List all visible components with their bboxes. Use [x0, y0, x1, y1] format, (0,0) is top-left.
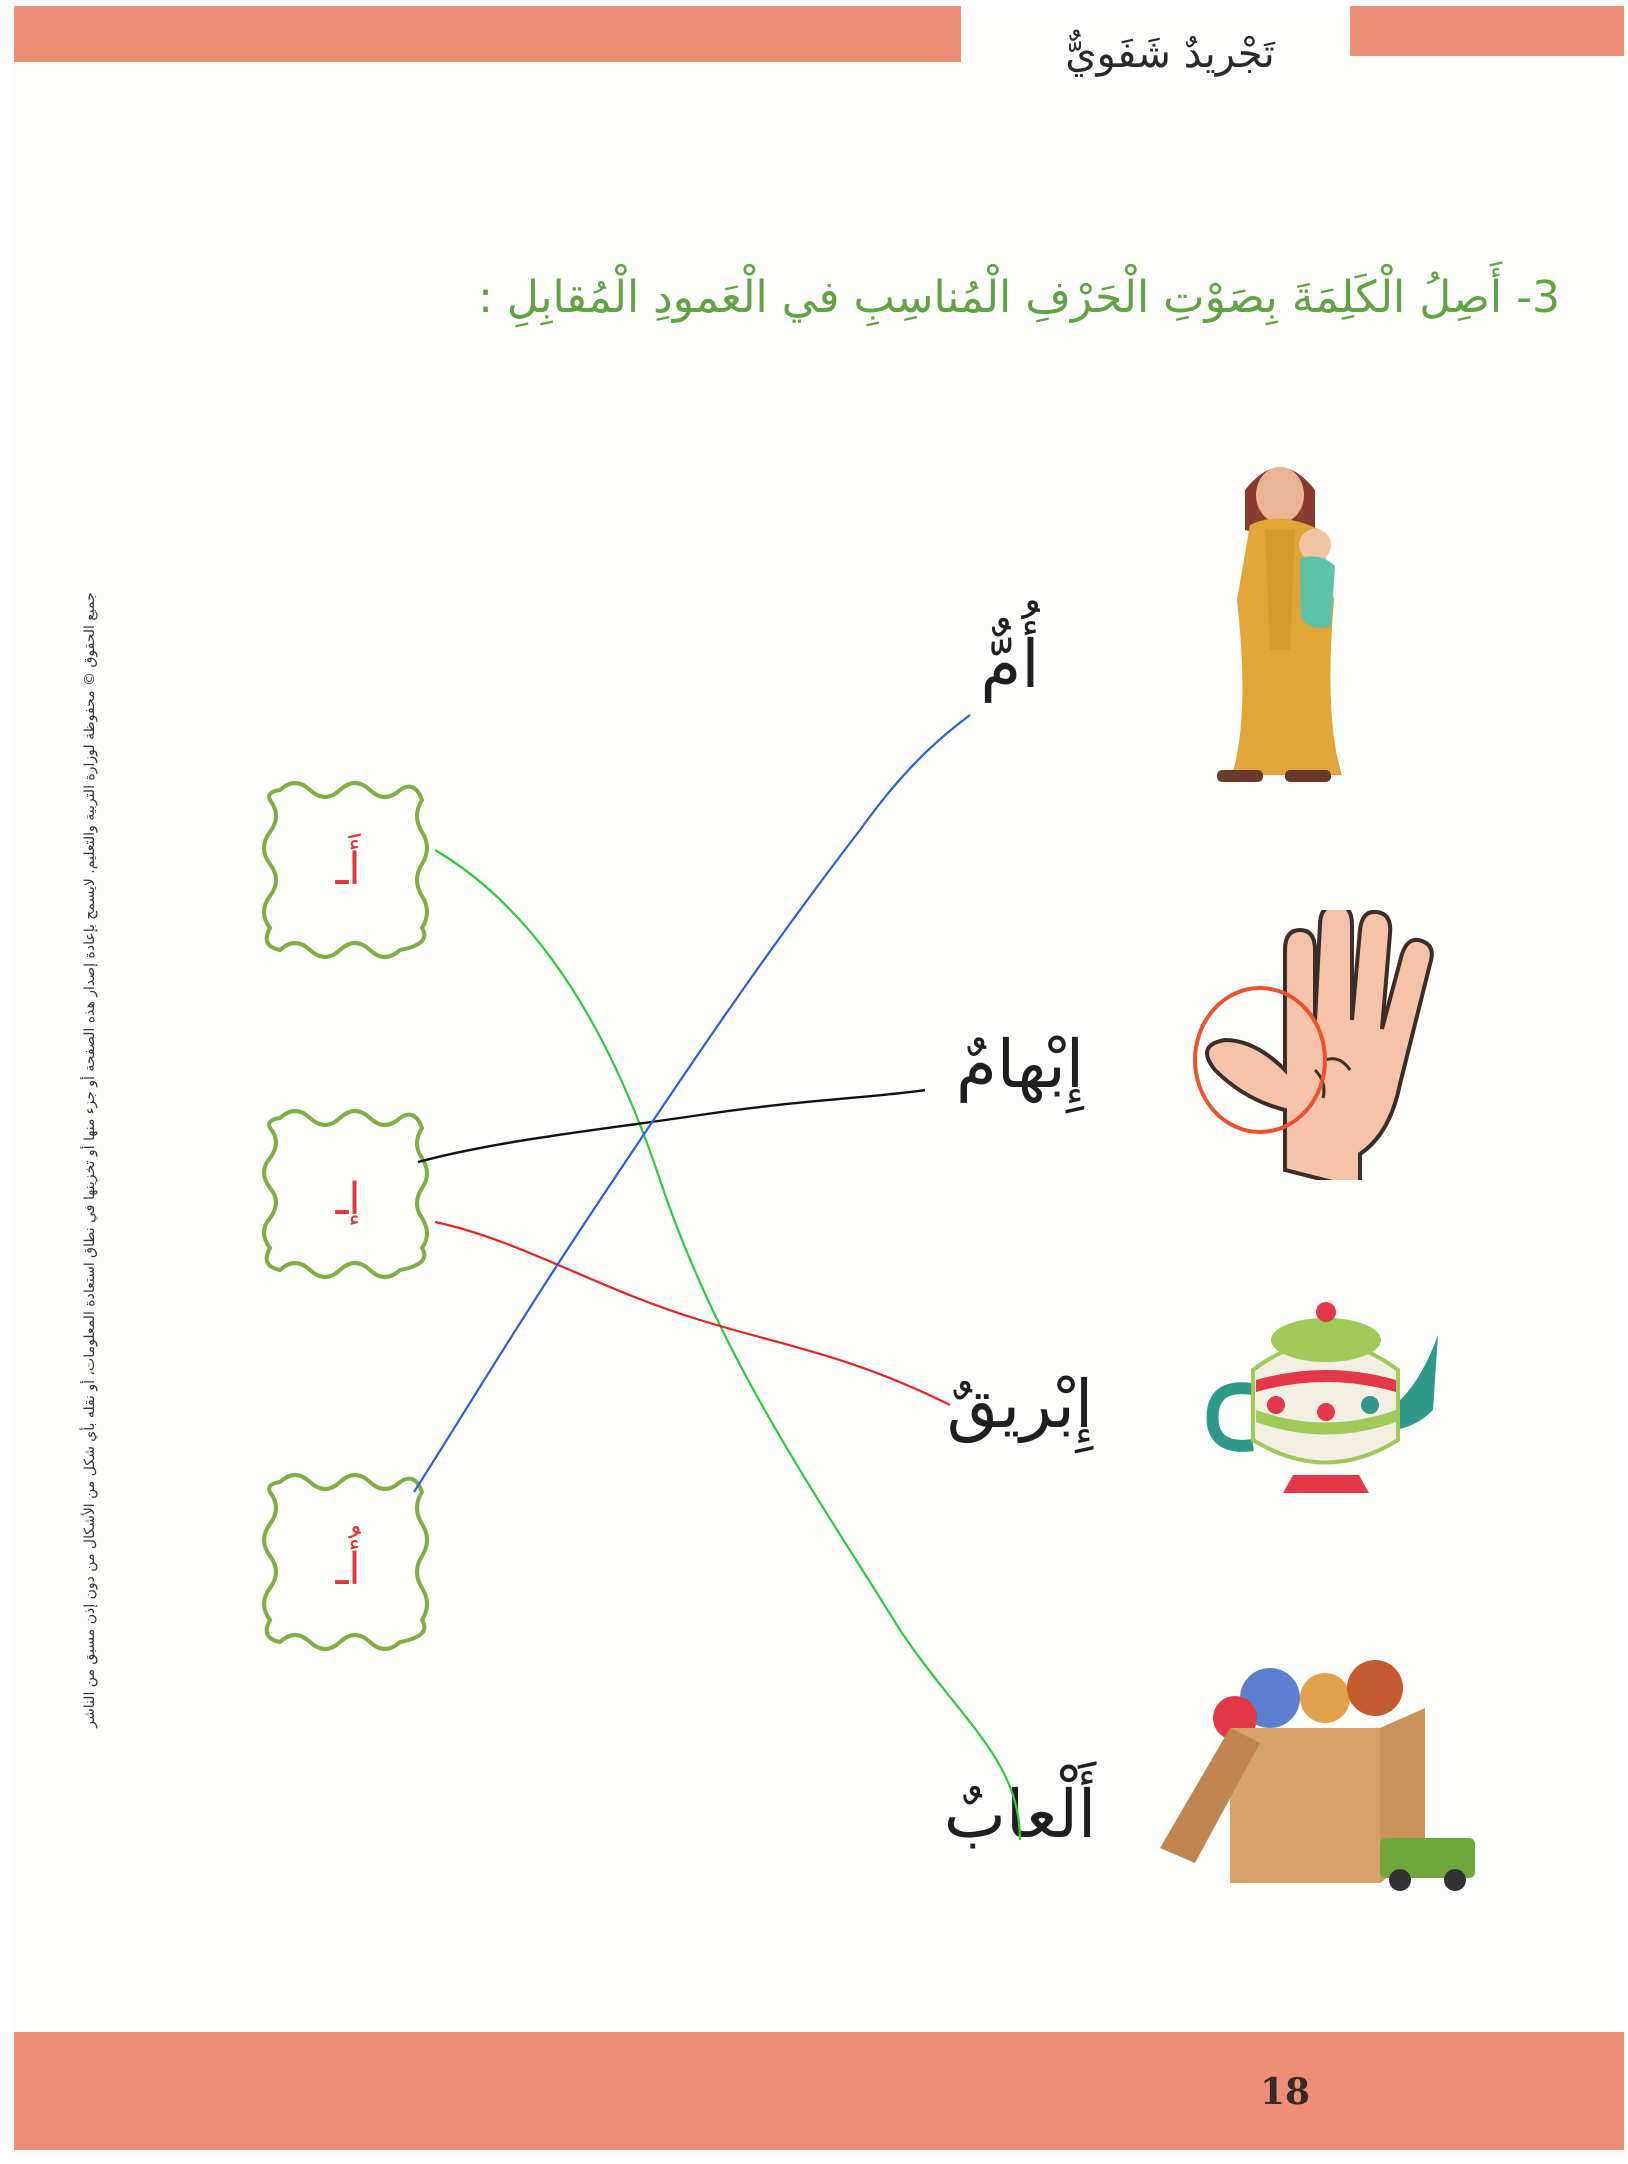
- letter-box-1-text: أَـ: [335, 844, 361, 895]
- copyright-notice: جميع الحقوق © محفوظة لوزارة التربية والتعليم. لايسمح بإعادة إصدار هذه الصفحة أو جزء منها أو تخزينها في نطاق استعادة المعلومات، أو نقله بأي شكل من الأشكال من دون إذن مسبق من الناشر: [82, 592, 98, 1728]
- footer-banner: [14, 2032, 1624, 2150]
- connection-line-green: [435, 850, 1020, 1840]
- word-2[interactable]: إِبْهامٌ: [955, 1026, 1085, 1103]
- section-title: تَجْريدٌ شَفَويٌّ: [1065, 31, 1275, 77]
- page-number: 18: [1259, 2071, 1311, 2113]
- letter-box-3-text: أُـ: [335, 1544, 361, 1595]
- connection-line-black: [418, 1090, 925, 1162]
- letter-box-2-text: إـ: [335, 1174, 361, 1225]
- word-1[interactable]: أُمٌّ: [980, 626, 1040, 703]
- connection-line-red: [435, 1222, 950, 1405]
- word-3[interactable]: إِبْريقٌ: [946, 1366, 1094, 1443]
- exercise-instruction: 3- أَصِلُ الْكَلِمَةَ بِصَوْتِ الْحَرْفِ الْمُناسِبِ في الْعَمودِ الْمُقابِلِ :: [478, 272, 1560, 323]
- word-4[interactable]: أَلْعابٌ: [943, 1776, 1097, 1853]
- connection-line-blue: [414, 715, 970, 1492]
